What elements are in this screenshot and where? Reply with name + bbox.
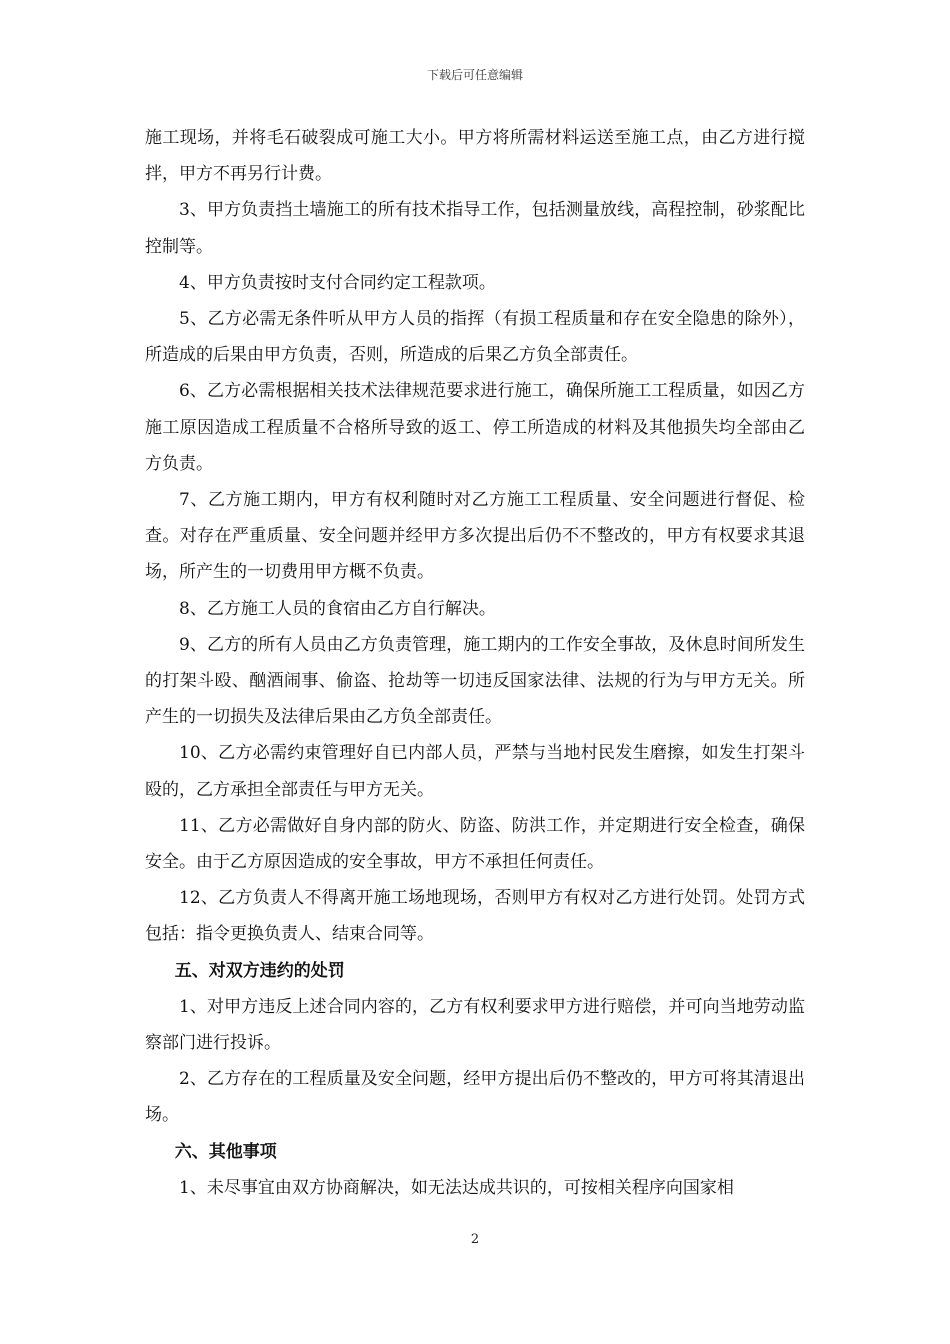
clause-9-personnel-management: 9、乙方的所有人员由乙方负责管理，施工期内的工作安全事故，及休息时间所发生的打架斗殴、酗酒闹事、偷盗、抢劫等一切违反国家法律、法规的行为与甲方无关。所产生的一切损失及法律后果由乙方负全部责任。	[145, 634, 805, 728]
section-heading-other-matters: 六、其他事项	[174, 1141, 277, 1162]
clause-4-payment: 4、甲方负责按时支付合同约定工程款项。	[179, 272, 496, 293]
penalty-clause-1: 1、对甲方违反上述合同内容的，乙方有权利要求甲方进行赔偿，并可向当地劳动监察部门进行投诉。	[145, 996, 805, 1054]
clause-6-construction-quality: 6、乙方必需根据相关技术法律规范要求进行施工，确保所施工工程质量，如因乙方施工原因造成工程质量不合格所导致的返工、停工所造成的材料及其他损失均全部由乙方负责。	[145, 381, 805, 474]
section-heading-penalties: 五、对双方违约的处罚	[174, 960, 345, 981]
clause-10-internal-discipline: 10、乙方必需约束管理好自已内部人员，严禁与当地村民发生磨擦，如发生打架斗殴的，乙方承担全部责任与甲方无关。	[145, 743, 805, 800]
clause-8-accommodation: 8、乙方施工人员的食宿由乙方自行解决。	[179, 598, 496, 619]
clause-11-safety: 11、乙方必需做好自身内部的防火、防盗、防洪工作，并定期进行安全检查，确保安全。由于乙方原因造成的安全事故，甲方不承担任何责任。	[145, 815, 805, 873]
penalty-clause-2: 2、乙方存在的工程质量及安全问题，经甲方提出后仍不整改的，甲方可将其清退出场。	[145, 1069, 805, 1126]
document-body	[145, 120, 805, 1206]
other-matters-clause-1: 1、未尽事宜由双方协商解决，如无法达成共识的，可按相关程序向国家相	[179, 1177, 734, 1198]
clause-12-site-presence: 12、乙方负责人不得离开施工场地现场，否则甲方有权对乙方进行处罚。处罚方式包括：指令更换负责人、结束合同等。	[145, 888, 805, 945]
clause-5-obey-instructions: 5、乙方必需无条件听从甲方人员的指挥（有损工程质量和存在安全隐患的除外），所造成的后果由甲方负责，否则，所造成的后果乙方负全部责任。	[145, 309, 805, 366]
clause-7-supervision: 7、乙方施工期内，甲方有权利随时对乙方施工工程质量、安全问题进行督促、检查。对存在严重质量、安全问题并经甲方多次提出后仍不不整改的，甲方有权要求其退场，所产生的一切费用甲方概不负责。	[145, 490, 805, 583]
page-header: 下载后可任意编辑	[426, 68, 523, 82]
page-number: 2	[470, 1232, 480, 1247]
paragraph-continuation: 施工现场，并将毛石破裂成可施工大小。甲方将所需材料运送至施工点，由乙方进行搅拌，甲方不再另行计费。	[145, 128, 805, 185]
clause-3-technical-guidance: 3、甲方负责挡土墙施工的所有技术指导工作，包括测量放线，高程控制，砂浆配比控制等。	[145, 200, 805, 257]
